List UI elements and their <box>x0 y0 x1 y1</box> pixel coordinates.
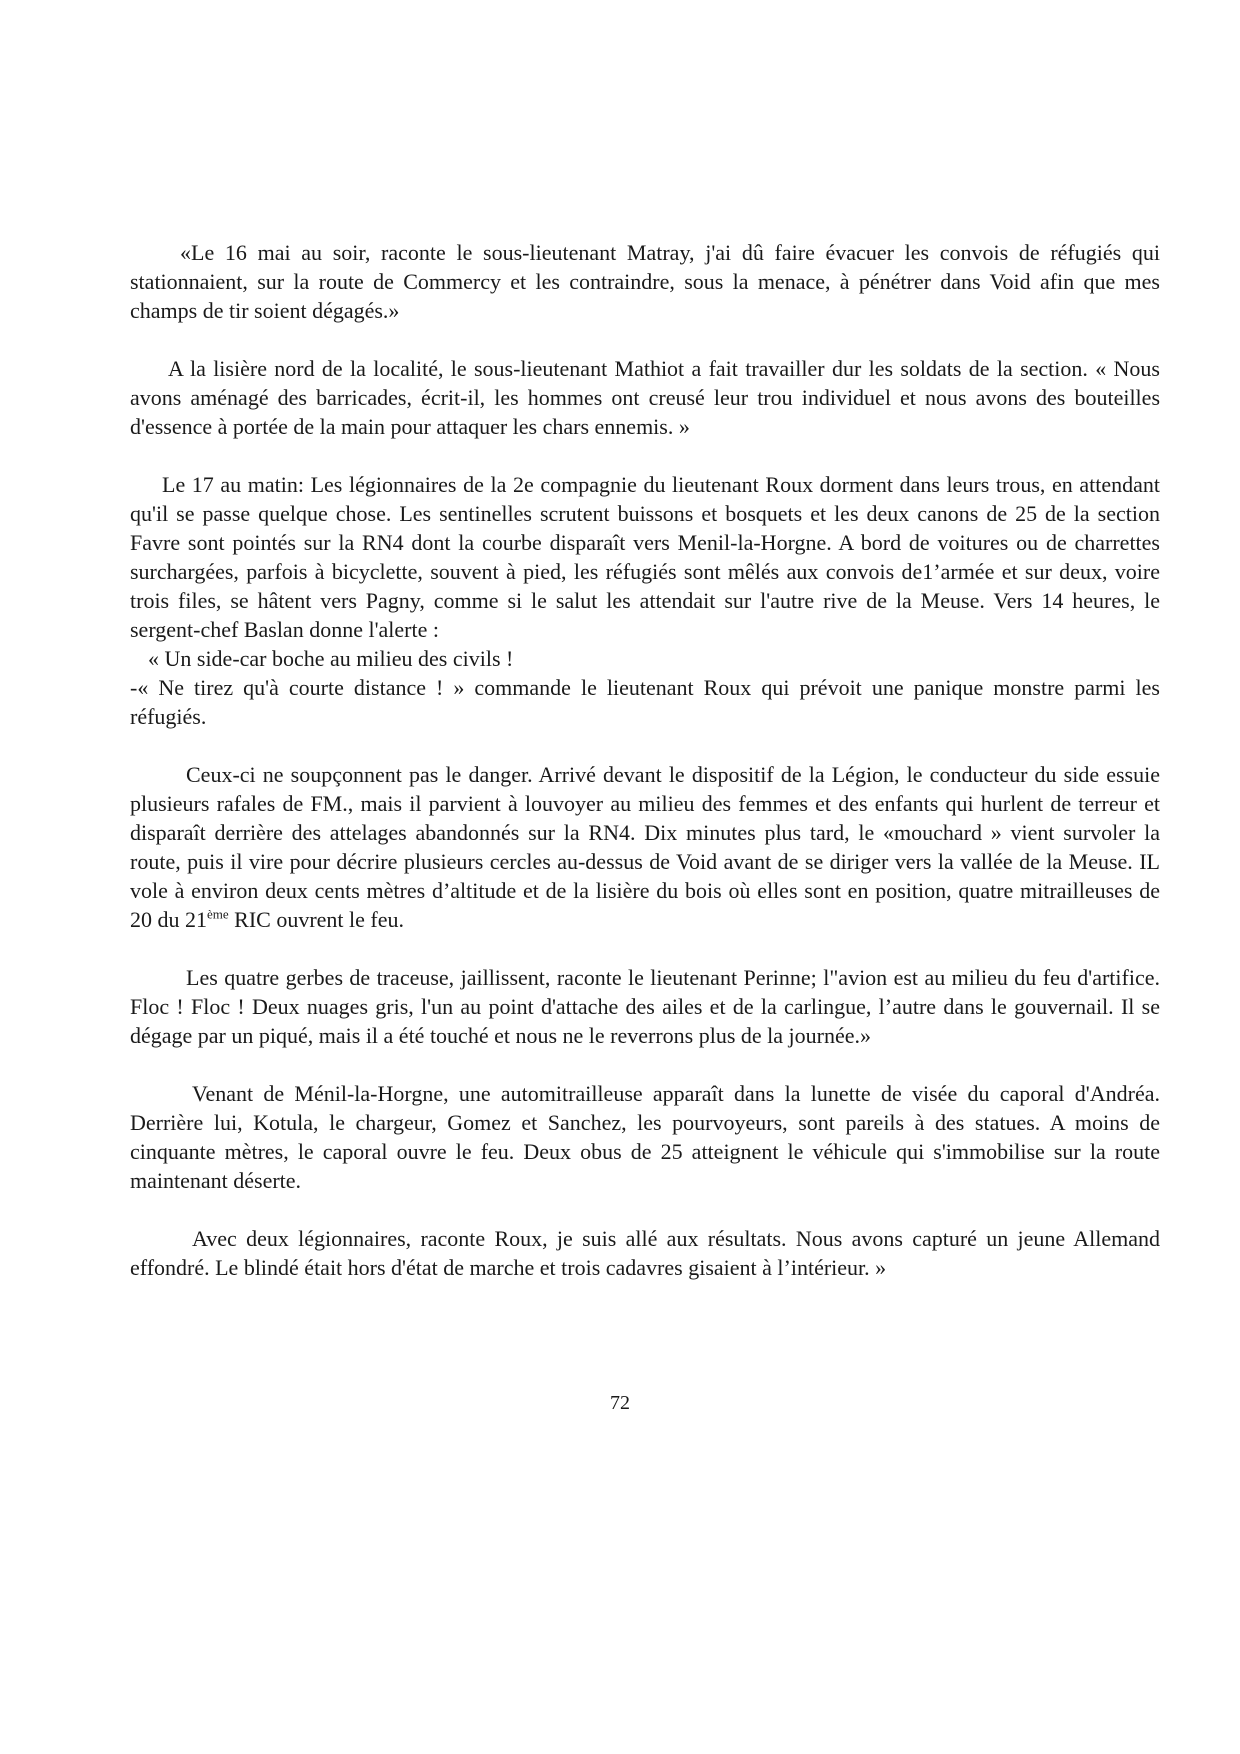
page-body <box>130 238 1160 1282</box>
paragraph-side-car-escape <box>130 760 1160 934</box>
ordinal-superscript: ème <box>207 906 229 922</box>
paragraph-roux-results: Avec deux légionnaires, raconte Roux, je suis allé aux résultats. Nous avons capturé un jeune Allemand effondré. Le blindé était hors d'état de marche et trois cadavres gisaient à l’intérieur. » <box>130 1226 1160 1280</box>
paragraph-automitrailleuse: Venant de Ménil-la-Horgne, une automitrailleuse apparaît dans la lunette de visée du caporal d'Andréa. Derrière lui, Kotula, le chargeur, Gomez et Sanchez, les pourvoyeurs, sont pareils à des statues. A moins de cinquante mètres, le caporal ouvre le feu. Deux obus de 25 atteignent le véhicule qui s'immobilise sur la route maintenant déserte. <box>130 1081 1160 1193</box>
paragraph-side-car-end: RIC ouvrent le feu. <box>228 907 405 932</box>
paragraph-matray-quote: «Le 16 mai au soir, raconte le sous-lieutenant Matray, j'ai dû faire évacuer les convois de réfugiés qui stationnaient, sur la route de Commercy et les contraindre, sous la menace, à pénétrer dans Void afin que mes champs de tir soient dégagés.» <box>130 240 1160 323</box>
paragraph-perinne: Les quatre gerbes de traceuse, jaillissent, raconte le lieutenant Perinne; l"avion est au milieu du feu d'artifice. Floc ! Floc ! Deux nuages gris, l'un au point d'attache des ailes et de la carlingue, l’autre dans le gouvernail. Il se dégage par un piqué, mais il a été touché et nous ne le reverrons plus de la journée.» <box>130 965 1160 1048</box>
page-number: 72 <box>610 1392 630 1414</box>
paragraph-side-car-text: Ceux-ci ne soupçonnent pas le danger. Arrivé devant le dispositif de la Légion, le conducteur du side essuie plusieurs rafales de FM., mais il parvient à louvoyer au milieu des femmes et des enfants qui hurlent de terreur et disparaît derrière des attelages abandonnés sur la RN4. Dix minutes plus tard, le «mouchard » vient survoler la route, puis il vire pour décrire plusieurs cercles au-dessus de Void avant de se diriger vers la vallée de la Meuse. IL vole à environ deux cents mètres d’altitude et de la lisière du bois où elles sont en position, quatre mitrailleuses de 20 du 21 <box>130 762 1160 932</box>
paragraph-mathiot: A la lisière nord de la localité, le sous-lieutenant Mathiot a fait travailler dur les soldats de la section. « Nous avons aménagé des barricades, écrit-il, les hommes ont creusé leur trou individuel et nous avons des bouteilles d'essence à portée de la main pour attaquer les chars ennemis. » <box>130 356 1160 439</box>
paragraph-roux-command: -« Ne tirez qu'à courte distance ! » commande le lieutenant Roux qui prévoit une panique monstre parmi les réfugiés. <box>130 675 1160 729</box>
paragraph-17-morning: Le 17 au matin: Les légionnaires de la 2e compagnie du lieutenant Roux dorment dans leurs trous, en attendant qu'il se passe quelque chose. Les sentinelles scrutent buissons et bosquets et les deux canons de 25 de la section Favre sont pointés sur la RN4 dont la courbe disparaît vers Menil-la-Horgne. A bord de voitures ou de charrettes surchargées, parfois à bicyclette, souvent à pied, les réfugiés sont mêlés aux convois de1’armée et sur deux, voire trois files, se hâtent vers Pagny, comme si le salut les attendait sur l'autre rive de la Meuse. Vers 14 heures, le sergent-chef Baslan donne l'alerte : <box>130 472 1160 642</box>
paragraph-side-car-alert: « Un side-car boche au milieu des civils ! <box>148 646 514 671</box>
